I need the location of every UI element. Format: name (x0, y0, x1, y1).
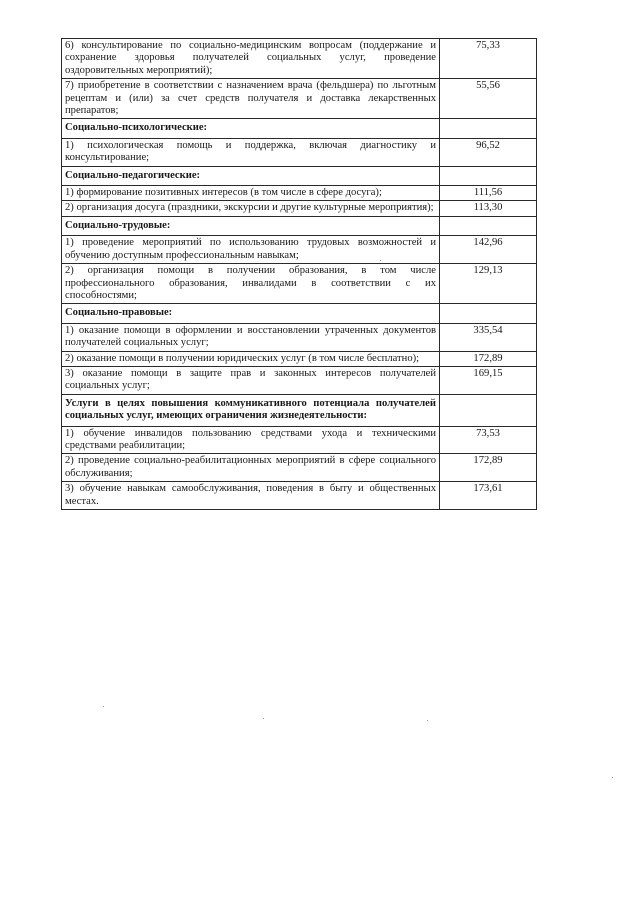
service-price: 96,52 (440, 138, 537, 166)
section-title: Социально-трудовые: (62, 216, 440, 235)
table-row (62, 39, 537, 79)
service-price: 169,15 (440, 366, 537, 394)
table-row (62, 79, 537, 119)
service-description: 2) оказание помощи в получении юридических услуг (в том числе бесплатно); (62, 351, 440, 366)
service-price: 142,96 (440, 236, 537, 264)
service-price: 335,54 (440, 323, 537, 351)
table-row (62, 454, 537, 482)
table-row (62, 482, 537, 510)
section-price-empty (440, 304, 537, 323)
table-row (62, 426, 537, 454)
service-price: 55,56 (440, 79, 537, 119)
scan-speck (612, 777, 613, 778)
section-title: Социально-психологические: (62, 119, 440, 138)
table-row (62, 201, 537, 216)
table-row (62, 351, 537, 366)
scan-speck (380, 260, 381, 261)
section-title: Услуги в целях повышения коммуникативного потенциала получателей социальных услуг, имеющих ограничения жизнедеятельности: (62, 394, 440, 426)
section-header-row (62, 304, 537, 323)
scan-speck (263, 718, 264, 719)
service-description: 2) организация помощи в получении образования, в том числе профессионального образования, инвалидами в соответствии с их способностями; (62, 264, 440, 304)
service-description: 1) формирование позитивных интересов (в том числе в сфере досуга); (62, 186, 440, 201)
table-row (62, 264, 537, 304)
service-description: 3) оказание помощи в защите прав и законных интересов получателей социальных услуг; (62, 366, 440, 394)
service-price: 172,89 (440, 351, 537, 366)
section-header-row (62, 119, 537, 138)
service-description: 2) организация досуга (праздники, экскурсии и другие культурные мероприятия); (62, 201, 440, 216)
service-price: 75,33 (440, 39, 537, 79)
service-description: 7) приобретение в соответствии с назначением врача (фельдшера) по льготным рецептам и (или) за счет средств получателя и доставка лекарственных препаратов; (62, 79, 440, 119)
section-price-empty (440, 166, 537, 185)
scan-speck (103, 706, 104, 707)
service-price: 173,61 (440, 482, 537, 510)
table-row (62, 138, 537, 166)
service-price: 129,13 (440, 264, 537, 304)
service-price: 172,89 (440, 454, 537, 482)
service-description: 1) оказание помощи в оформлении и восстановлении утраченных документов получателей социальных услуг; (62, 323, 440, 351)
service-description: 2) проведение социально-реабилитационных мероприятий в сфере социального обслуживания; (62, 454, 440, 482)
service-price: 73,53 (440, 426, 537, 454)
section-header-row (62, 394, 537, 426)
service-description: 1) психологическая помощь и поддержка, включая диагностику и консультирование; (62, 138, 440, 166)
section-price-empty (440, 119, 537, 138)
table-row (62, 186, 537, 201)
table-row (62, 323, 537, 351)
service-description: 6) консультирование по социально-медицинским вопросам (поддержание и сохранение здоровья получателей социальных услуг, проведение оздоровительных мероприятий); (62, 39, 440, 79)
section-price-empty (440, 394, 537, 426)
service-description: 1) обучение инвалидов пользованию средствами ухода и техническими средствами реабилитации; (62, 426, 440, 454)
table-row (62, 236, 537, 264)
section-header-row (62, 216, 537, 235)
section-title: Социально-правовые: (62, 304, 440, 323)
service-price: 111,56 (440, 186, 537, 201)
section-title: Социально-педагогические: (62, 166, 440, 185)
services-price-table (61, 38, 537, 510)
table-row (62, 366, 537, 394)
service-description: 1) проведение мероприятий по использованию трудовых возможностей и обучению доступным профессиональным навыкам; (62, 236, 440, 264)
section-price-empty (440, 216, 537, 235)
scan-speck (427, 720, 428, 721)
service-price: 113,30 (440, 201, 537, 216)
section-header-row (62, 166, 537, 185)
service-description: 3) обучение навыкам самообслуживания, поведения в быту и общественных местах. (62, 482, 440, 510)
